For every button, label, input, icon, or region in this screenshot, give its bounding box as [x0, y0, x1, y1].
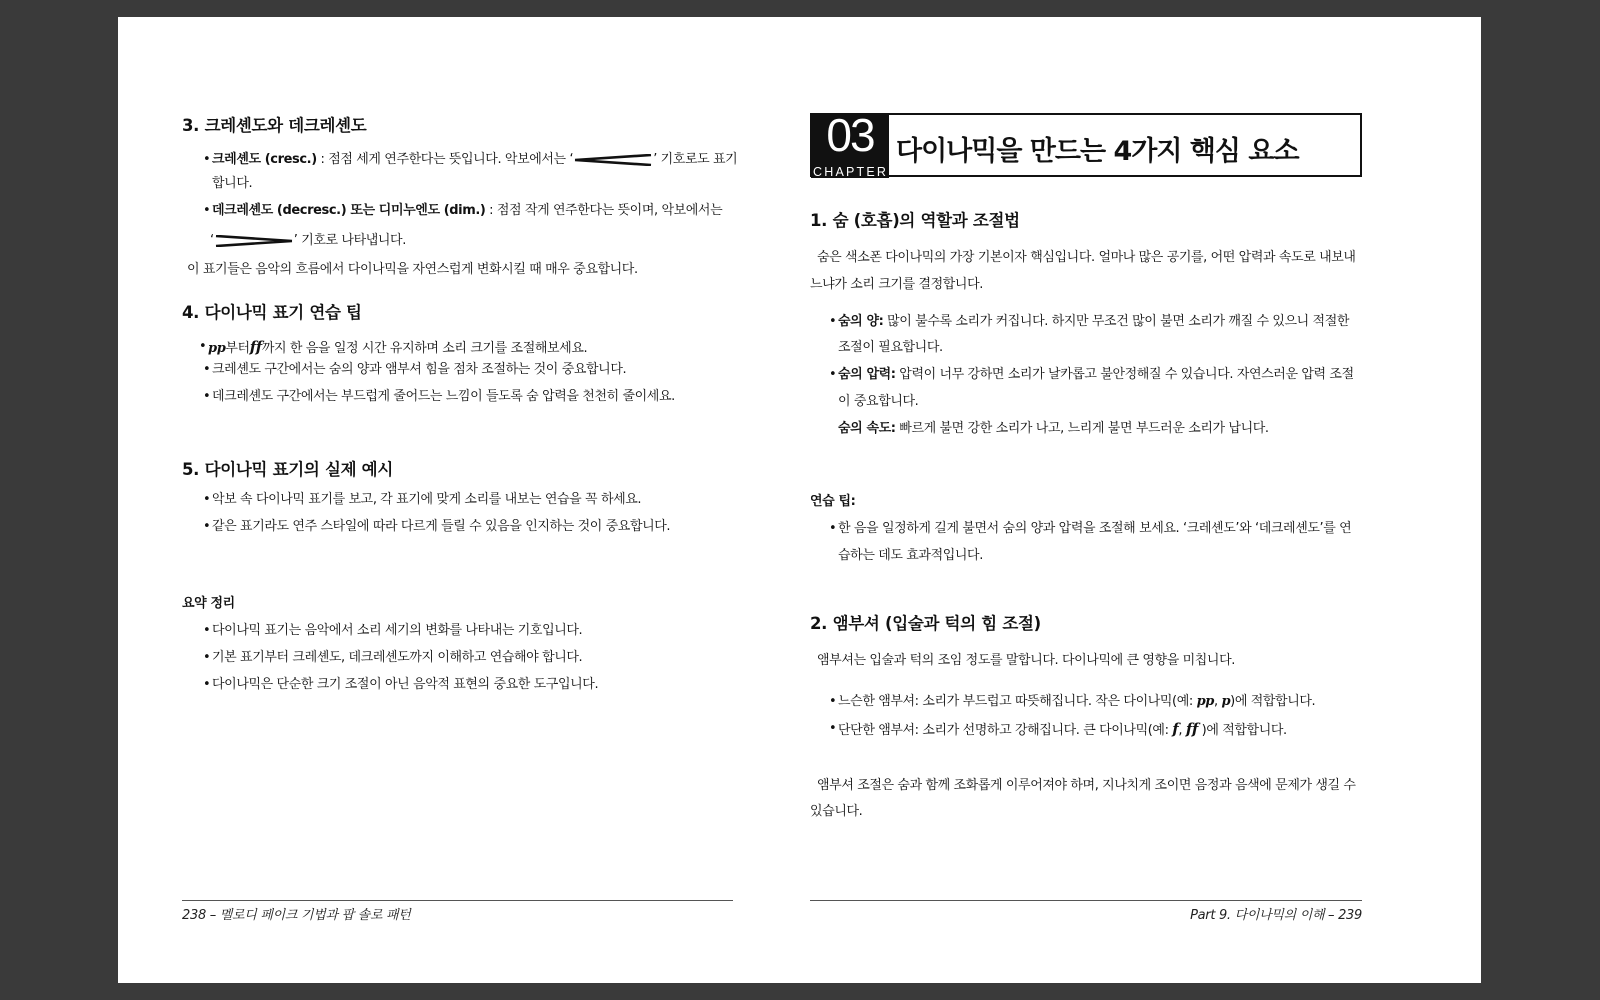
decrescendo-term: 데크레셴도 (decresc.) 또는 디미누엔도 (dim.) — [212, 203, 486, 218]
chapter-number: 03 — [826, 109, 874, 161]
breath-speed-line — [838, 420, 1269, 438]
chapter-number-box — [811, 109, 889, 179]
breath-speed-term: 숨의 속도: — [838, 421, 896, 436]
breath-pressure-term: 숨의 압력: — [838, 367, 896, 382]
tip-bullet-2: • 크레셴도 구간에서는 숨의 양과 앰부셔 힘을 점차 조절하는 것이 중요합니다. — [212, 361, 626, 379]
embouchure-intro: 앰부셔는 입술과 턱의 조임 정도를 말합니다. 다이나믹에 큰 영향을 미칩니다. — [817, 653, 1235, 668]
section-5-heading: 5. 다이나믹 표기의 실제 예시 — [182, 460, 393, 479]
firm-embouchure-bullet — [838, 720, 1287, 740]
breath-amount-term: 숨의 양: — [838, 314, 884, 329]
example-bullet-1: • 악보 속 다이나믹 표기를 보고, 각 표기에 맞게 소리를 내보는 연습을 꼭 하세요. — [212, 491, 641, 509]
section-2-heading: 2. 앰부셔 (입술과 턱의 힘 조절) — [810, 614, 1041, 633]
crescendo-term: 크레셴도 (cresc.) — [212, 152, 317, 167]
firm-embouchure-end: )에 적합합니다. — [1197, 723, 1287, 738]
decrescendo-bullet — [212, 202, 722, 220]
loose-embouchure-bullet — [838, 693, 1315, 711]
tip-1-mid: 부터 — [225, 341, 250, 356]
breath-amount-desc: 많이 불수록 소리가 커집니다. 하지만 무조건 많이 불면 소리가 깨질 수 있으니 적절한 — [883, 314, 1350, 329]
breath-pressure-bullet — [838, 366, 1354, 384]
chapter-header — [810, 109, 1362, 179]
right-footer-rule — [810, 900, 1362, 901]
loose-embouchure-desc: 느슨한 앰부셔: 소리가 부드럽고 따뜻해집니다. 작은 다이나믹(예: — [838, 694, 1197, 709]
chapter-title: 다이나믹을 만드는 4가지 핵심 요소 — [896, 136, 1299, 167]
chapter-label: CHAPTER — [813, 165, 889, 179]
section-4-heading: 4. 다이나믹 표기 연습 팁 — [182, 303, 362, 322]
p-symbol: p — [1221, 694, 1231, 709]
embouchure-closing-line-2: 있습니다. — [810, 804, 863, 819]
firm-embouchure-desc: 단단한 앰부셔: 소리가 선명하고 강해집니다. 큰 다이나믹(예: — [838, 723, 1173, 738]
summary-bullet-2: • 기본 표기부터 크레셴도, 데크레셴도까지 이해하고 연습해야 합니다. — [212, 649, 582, 667]
pp-symbol: pp — [208, 341, 226, 356]
section-3-heading: 3. 크레셴도와 데크레셴도 — [182, 116, 367, 135]
crescendo-desc-cont: 합니다. — [212, 176, 253, 191]
breath-amount-cont: 조절이 필요합니다. — [838, 340, 943, 355]
crescendo-desc: : 점점 세게 연주한다는 뜻입니다. 악보에서는 ‘ — [316, 152, 574, 167]
right-page-footer: Part 9. 다이나믹의 이해 – 239 — [1190, 908, 1362, 923]
embouchure-closing-line-1: 앰부셔 조절은 숨과 함께 조화롭게 이루어져야 하며, 지나치게 조이면 음정과 음색에 문제가 생길 수 — [817, 778, 1356, 793]
summary-bullet-1: • 다이나믹 표기는 음악에서 소리 세기의 변화를 나타내는 기호입니다. — [212, 622, 582, 640]
section-3-note: 이 표기들은 음악의 흐름에서 다이나믹을 자연스럽게 변화시킬 때 매우 중요합니다. — [187, 262, 638, 277]
summary-title: 요약 정리 — [182, 596, 235, 611]
breath-intro-line-2: 느냐가 소리 크기를 결정합니다. — [810, 277, 983, 292]
symbol-separator: , — [1178, 723, 1186, 738]
practice-tip-title: 연습 팁: — [810, 494, 856, 509]
breath-pressure-desc: 압력이 너무 강하면 소리가 날카롭고 불안정해질 수 있습니다. 자연스러운 압력 조절 — [895, 367, 1354, 382]
book-spread — [118, 17, 1481, 983]
crescendo-bullet — [212, 151, 737, 169]
left-page-footer: 238 – 멜로디 페이크 기법과 팝 솔로 패턴 — [182, 908, 411, 923]
ff-symbol: ff — [249, 338, 262, 356]
ff-symbol: ff — [1185, 720, 1198, 738]
loose-embouchure-end: )에 적합합니다. — [1230, 694, 1316, 709]
practice-tip-line-1: • 한 음을 일정하게 길게 불면서 숨의 양과 압력을 조절해 보세요. ‘크레셴도’와 ‘데크레셴도’를 연 — [838, 520, 1351, 538]
decrescendo-desc: : 점점 작게 연주한다는 뜻이며, 악보에서는 — [485, 203, 723, 218]
summary-bullet-3: • 다이나믹은 단순한 크기 조절이 아닌 음악적 표현의 중요한 도구입니다. — [212, 676, 598, 694]
breath-amount-bullet — [838, 313, 1349, 331]
breath-pressure-cont: 이 중요합니다. — [838, 394, 919, 409]
tip-1-rest: 까지 한 음을 일정 시간 유지하며 소리 크기를 조절해보세요. — [261, 341, 588, 356]
breath-intro-line-1: 숨은 색소폰 다이나믹의 가장 기본이자 핵심입니다. 얼마나 많은 공기를, 어떤 압력과 속도로 내보내 — [817, 250, 1356, 265]
left-footer-rule — [182, 900, 733, 901]
crescendo-desc-tail: ’ 기호로도 표기 — [653, 152, 738, 167]
right-page — [800, 17, 1481, 983]
section-1-heading: 1. 숨 (호흡)의 역할과 조절법 — [810, 211, 1020, 230]
left-page — [118, 17, 800, 983]
example-bullet-2: • 같은 표기라도 연주 스타일에 따라 다르게 들릴 수 있음을 인지하는 것이 중요합니다. — [212, 518, 670, 536]
decrescendo-symbol-line — [210, 232, 406, 250]
symbol-separator: , — [1214, 694, 1222, 709]
decrescendo-desc-tail: ’ 기호로 나타냅니다. — [293, 233, 406, 248]
decrescendo-hairpin-icon — [215, 235, 293, 247]
practice-tip-line-2: 습하는 데도 효과적입니다. — [838, 548, 983, 563]
crescendo-hairpin-icon — [574, 154, 652, 166]
breath-speed-desc: 빠르게 불면 강한 소리가 나고, 느리게 불면 부드러운 소리가 납니다. — [895, 421, 1269, 436]
pp-symbol: pp — [1196, 694, 1214, 709]
tip-bullet-3: • 데크레셴도 구간에서는 부드럽게 줄어드는 느낌이 들도록 숨 압력을 천천히 줄이세요. — [212, 388, 675, 406]
quote-open: ‘ — [210, 233, 214, 248]
tip-bullet-1 — [208, 338, 587, 358]
f-symbol: f — [1172, 720, 1179, 738]
